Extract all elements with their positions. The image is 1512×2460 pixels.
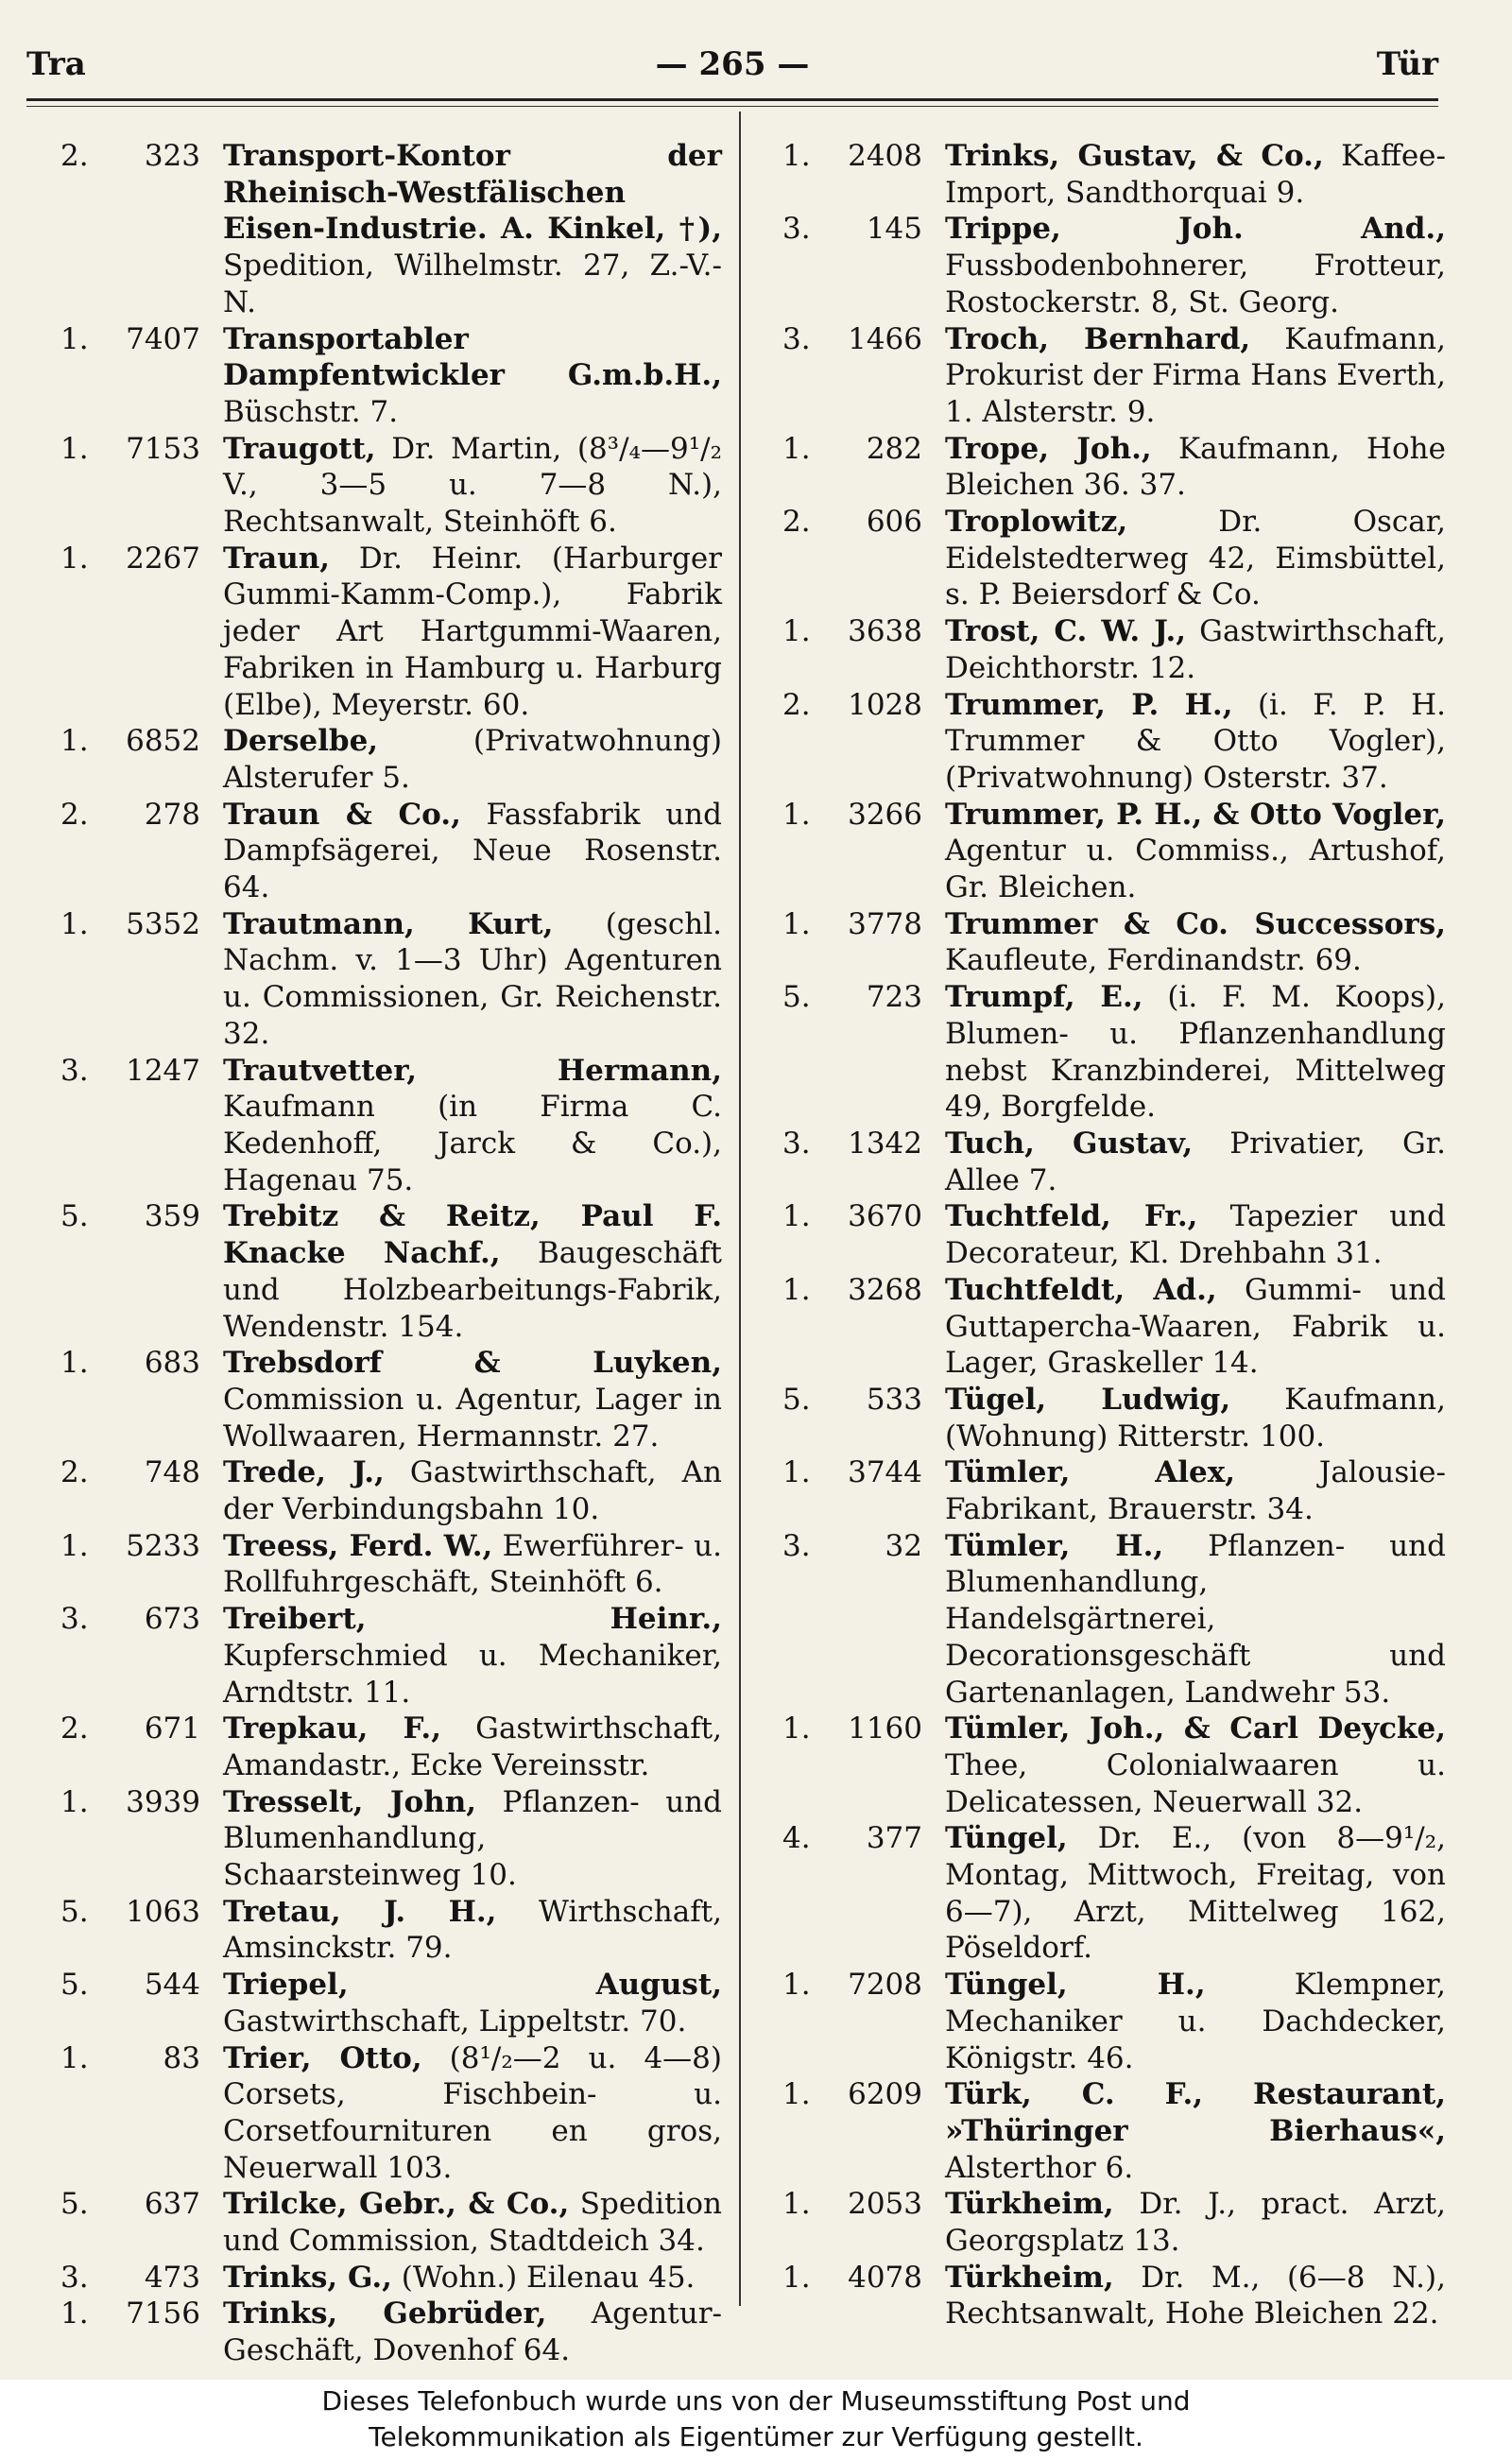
directory-entry bbox=[782, 1820, 1446, 1967]
phone-number: 1063 bbox=[126, 1894, 200, 1929]
entry-name: Trautmann, Kurt, bbox=[223, 906, 554, 941]
phone-number: 7208 bbox=[848, 1968, 922, 2003]
entry-name: Derselbe, bbox=[223, 724, 379, 759]
exchange-code: 2. bbox=[60, 139, 89, 173]
directory-entry bbox=[60, 723, 722, 796]
directory-entry bbox=[60, 1601, 722, 1711]
entry-text bbox=[945, 1967, 1446, 2076]
entry-details: Dr. Oscar, Eidelstedterweg 42, Eimsbüttel, s. P. Beiersdorf & Co. bbox=[945, 505, 1446, 612]
entry-details: (geschl. Nachm. v. 1—3 Uhr) Agenturen u. Commissionen, Gr. Reichenstr. 32. bbox=[223, 906, 722, 1051]
directory-entry bbox=[60, 138, 722, 321]
entry-text bbox=[223, 2260, 722, 2297]
entry-name: Tümler, H., bbox=[945, 1528, 1164, 1563]
exchange-code: 1. bbox=[60, 2297, 89, 2331]
entry-text bbox=[945, 504, 1446, 613]
phone-number: 673 bbox=[144, 1602, 200, 1637]
entry-text bbox=[945, 2076, 1446, 2186]
exchange-code: 1. bbox=[60, 1528, 89, 1563]
exchange-code: 1. bbox=[782, 431, 811, 466]
entry-details: Fussbodenbohnerer, Frotteur, Rostockerstr. 8, St. Georg. bbox=[945, 249, 1446, 319]
footer-line-2: Telekommunikation als Eigentümer zur Verfügung gestellt. bbox=[369, 2421, 1143, 2452]
entry-text bbox=[223, 2040, 722, 2187]
entry-name: Traun & Co., bbox=[223, 797, 461, 832]
entry-text bbox=[223, 1528, 722, 1601]
directory-entry bbox=[782, 2076, 1446, 2186]
entry-name: Türkheim, bbox=[945, 2260, 1114, 2295]
entry-text bbox=[223, 321, 722, 431]
phone-number: 533 bbox=[866, 1382, 922, 1417]
phone-number: 145 bbox=[866, 212, 922, 247]
phone-number: 278 bbox=[144, 797, 200, 832]
exchange-code: 1. bbox=[60, 321, 89, 356]
directory-entry bbox=[782, 1198, 1446, 1271]
entry-name: Trilcke, Gebr., & Co., bbox=[223, 2187, 570, 2222]
exchange-code: 3. bbox=[60, 1053, 89, 1088]
exchange-code: 2. bbox=[782, 687, 811, 722]
exchange-code: 1. bbox=[60, 724, 89, 759]
entry-details: (8¹/₂—2 u. 4—8) Corsets, Fischbein- u. Corsetfournituren en gros, Neuerwall 103. bbox=[223, 2040, 722, 2185]
exchange-code: 1. bbox=[60, 541, 89, 576]
entry-name: Triepel, August, bbox=[223, 1968, 722, 2003]
phone-number: 32 bbox=[885, 1528, 922, 1563]
directory-entry bbox=[782, 431, 1446, 504]
entry-details: Spedition und Commission, Stadtdeich 34. bbox=[223, 2187, 722, 2259]
entry-name: Trost, C. W. J., bbox=[945, 614, 1187, 649]
entry-text bbox=[945, 1528, 1446, 1712]
phone-number: 323 bbox=[144, 139, 200, 173]
exchange-code: 5. bbox=[782, 980, 811, 1015]
entry-name: Trede, J., bbox=[223, 1455, 385, 1490]
entry-text bbox=[223, 797, 722, 906]
entry-name: Troplowitz, bbox=[945, 505, 1128, 540]
entry-details: Kupferschmied u. Mechaniker, Arndtstr. 11. bbox=[223, 1638, 722, 1710]
entry-name: Türkheim, bbox=[945, 2187, 1114, 2222]
exchange-code: 1. bbox=[782, 1455, 811, 1490]
entry-name: Transport-Kontor der Rheinisch-Westfälischen Eisen-Industrie. A. Kinkel, †), bbox=[223, 139, 722, 247]
entry-name: Traun, bbox=[223, 541, 331, 576]
entry-text bbox=[945, 1454, 1446, 1527]
exchange-code: 1. bbox=[782, 1272, 811, 1307]
entry-text bbox=[945, 431, 1446, 504]
entry-text bbox=[223, 138, 722, 321]
entry-name: Tügel, Ludwig, bbox=[945, 1382, 1231, 1417]
header-rule-thick bbox=[26, 98, 1438, 101]
entry-details: Ewerführer- u. Rollfuhrgeschäft, Steinhöft 6. bbox=[223, 1528, 722, 1600]
entry-name: Trummer, P. H., & Otto Vogler, bbox=[945, 797, 1446, 832]
entry-text bbox=[223, 2186, 722, 2259]
directory-entry bbox=[60, 1345, 722, 1454]
phone-number: 6852 bbox=[126, 724, 200, 759]
directory-entry bbox=[782, 797, 1446, 906]
exchange-code: 1. bbox=[60, 431, 89, 466]
phone-number: 1160 bbox=[848, 1712, 922, 1746]
entry-text bbox=[945, 797, 1446, 906]
phone-number: 748 bbox=[144, 1455, 200, 1490]
entry-details: Privatier, Gr. Allee 7. bbox=[945, 1126, 1446, 1197]
phone-number: 7153 bbox=[126, 431, 200, 466]
entry-details: Gummi- und Guttapercha-Waaren, Fabrik u. Lager, Graskeller 14. bbox=[945, 1272, 1446, 1381]
entry-details: Dr. Heinr. (Harburger Gummi-Kamm-Comp.), Fabrik jeder Art Hartgummi-Waaren, Fabriken in Hamburg u. Harburg (Elbe), Meyerstr. 60. bbox=[223, 541, 722, 722]
entry-name: Treess, Ferd. W., bbox=[223, 1528, 493, 1563]
exchange-code: 1. bbox=[60, 906, 89, 941]
phone-number: 377 bbox=[866, 1821, 922, 1856]
exchange-code: 5. bbox=[60, 1199, 89, 1234]
directory-entry bbox=[60, 321, 722, 431]
exchange-code: 2. bbox=[60, 797, 89, 832]
entry-details: Gastwirthschaft, An der Verbindungsbahn 10. bbox=[223, 1455, 722, 1527]
directory-entry bbox=[60, 2260, 722, 2297]
entry-text bbox=[945, 613, 1446, 686]
exchange-code: 5. bbox=[60, 1894, 89, 1929]
entry-text bbox=[223, 1711, 722, 1783]
entry-text bbox=[223, 1053, 722, 1199]
entry-details: Büschstr. 7. bbox=[223, 394, 399, 429]
entry-text bbox=[223, 1198, 722, 1345]
entry-name: Tuch, Gustav, bbox=[945, 1126, 1194, 1161]
directory-entry bbox=[782, 1272, 1446, 1382]
directory-entry bbox=[60, 1198, 722, 1345]
footer-line-1: Dieses Telefonbuch wurde uns von der Museumsstiftung Post und bbox=[321, 2385, 1191, 2417]
entry-text bbox=[945, 979, 1446, 1126]
entry-name: Tuchtfeld, Fr., bbox=[945, 1199, 1198, 1234]
entry-name: Tresselt, John, bbox=[223, 1784, 477, 1819]
entry-name: Trinks, G., bbox=[223, 2260, 392, 2295]
phone-number: 7407 bbox=[126, 321, 200, 356]
directory-entry bbox=[782, 2186, 1446, 2259]
phone-number: 5352 bbox=[126, 906, 200, 941]
entry-details: (Wohn.) Eilenau 45. bbox=[391, 2260, 696, 2295]
phone-number: 1247 bbox=[126, 1053, 200, 1088]
entry-name: Trinks, Gebrüder, bbox=[223, 2297, 547, 2331]
directory-entry bbox=[782, 979, 1446, 1126]
exchange-code: 3. bbox=[782, 212, 811, 247]
entry-details: Kaffee-Import, Sandthorquai 9. bbox=[945, 139, 1447, 210]
column-divider bbox=[739, 112, 741, 2306]
entry-details: Thee, Colonialwaaren u. Delicatessen, Neuerwall 32. bbox=[945, 1747, 1446, 1819]
directory-entry bbox=[60, 1711, 722, 1783]
entry-name: Trebsdorf & Luyken, bbox=[223, 1346, 722, 1381]
header-left-keyword: Tra bbox=[26, 45, 86, 83]
exchange-code: 2. bbox=[782, 505, 811, 540]
directory-entry bbox=[60, 1967, 722, 2039]
entry-text bbox=[223, 2296, 722, 2368]
page-number: — 265 — bbox=[655, 45, 810, 83]
exchange-code: 1. bbox=[782, 1712, 811, 1746]
exchange-code: 5. bbox=[782, 1382, 811, 1417]
entry-name: Trinks, Gustav, & Co., bbox=[945, 139, 1324, 173]
exchange-code: 1. bbox=[782, 2077, 811, 2112]
entry-name: Trepkau, F., bbox=[223, 1712, 442, 1746]
entry-name: Trumpf, E., bbox=[945, 980, 1143, 1015]
entry-name: Trope, Joh., bbox=[945, 431, 1152, 466]
entry-details: Dr. M., (6—8 N.), Rechtsanwalt, Hohe Bleichen 22. bbox=[945, 2260, 1446, 2331]
entry-details: Wirthschaft, Amsinckstr. 79. bbox=[223, 1894, 722, 1966]
exchange-code: 1. bbox=[782, 1968, 811, 2003]
phone-number: 3744 bbox=[848, 1455, 922, 1490]
entry-text bbox=[945, 1382, 1446, 1454]
entry-name: Tümler, Alex, bbox=[945, 1455, 1236, 1490]
entry-details: Kaufmann, Prokurist der Firma Hans Everth, 1. Alsterstr. 9. bbox=[945, 321, 1446, 429]
footer-notice bbox=[0, 2380, 1512, 2460]
entry-details: Baugeschäft und Holzbearbeitungs-Fabrik, Wendenstr. 154. bbox=[223, 1236, 723, 1344]
exchange-code: 1. bbox=[782, 797, 811, 832]
entry-name: Tretau, J. H., bbox=[223, 1894, 497, 1929]
entry-details: Spedition, Wilhelmstr. 27, Z.-V.-N. bbox=[223, 249, 722, 319]
directory-entry bbox=[782, 504, 1446, 613]
entry-details: Pflanzen- und Blumenhandlung, Handelsgärtnerei, Decorationsgeschäft und Gartenanlagen, Landwehr 53. bbox=[945, 1528, 1446, 1710]
entry-details: Kaufmann, (Wohnung) Ritterstr. 100. bbox=[945, 1382, 1446, 1454]
entry-details: Dr. E., (von 8—9¹/₂, Montag, Mittwoch, Freitag, von 6—7), Arzt, Mittelweg 162, Pöseldorf. bbox=[945, 1821, 1446, 1966]
exchange-code: 1. bbox=[782, 2187, 811, 2222]
entry-name: Trebitz & Reitz, Paul F. Knacke Nachf., bbox=[223, 1199, 722, 1271]
entry-text bbox=[945, 1126, 1446, 1198]
entry-details: Klempner, Mechaniker u. Dachdecker, Königstr. 46. bbox=[945, 1968, 1447, 2075]
directory-entry bbox=[782, 687, 1446, 797]
entry-text bbox=[945, 1820, 1446, 1967]
exchange-code: 1. bbox=[782, 139, 811, 173]
entry-details: Kaufleute, Ferdinandstr. 69. bbox=[945, 943, 1362, 978]
entry-text bbox=[223, 1967, 722, 2039]
directory-entry bbox=[60, 1784, 722, 1894]
phone-number: 5233 bbox=[126, 1528, 200, 1563]
entry-text bbox=[223, 1784, 722, 1894]
entry-details: Kaufmann (in Firma C. Kedenhoff, Jarck & Co.), Hagenau 75. bbox=[223, 1090, 722, 1197]
entry-details: Jalousie-Fabrikant, Brauerstr. 34. bbox=[945, 1455, 1446, 1527]
directory-entry bbox=[60, 797, 722, 906]
exchange-code: 5. bbox=[60, 2187, 89, 2222]
directory-entry bbox=[782, 1528, 1446, 1712]
entry-name: Tüngel, H., bbox=[945, 1968, 1206, 2003]
directory-entry bbox=[60, 1894, 722, 1967]
entry-details: (Privatwohnung) Alsterufer 5. bbox=[223, 724, 722, 795]
phone-number: 637 bbox=[144, 2187, 200, 2222]
entry-details: Gastwirthschaft, Amandastr., Ecke Vereinsstr. bbox=[223, 1712, 722, 1782]
entry-name: Tuchtfeldt, Ad., bbox=[945, 1272, 1217, 1307]
phone-number: 2408 bbox=[848, 139, 922, 173]
entry-name: Treibert, Heinr., bbox=[223, 1602, 722, 1637]
phone-number: 7156 bbox=[126, 2297, 200, 2331]
entry-text bbox=[223, 906, 722, 1053]
phone-number: 2053 bbox=[848, 2187, 922, 2222]
phone-number: 4078 bbox=[848, 2260, 922, 2295]
entry-details: Pflanzen- und Blumenhandlung, Schaarsteinweg 10. bbox=[223, 1784, 722, 1893]
directory-entry bbox=[782, 211, 1446, 320]
directory-entry bbox=[782, 1382, 1446, 1454]
directory-entry bbox=[782, 1126, 1446, 1198]
exchange-code: 1. bbox=[782, 614, 811, 649]
phone-number: 2267 bbox=[126, 541, 200, 576]
phone-number: 544 bbox=[144, 1968, 200, 2003]
exchange-code: 1. bbox=[782, 2260, 811, 2295]
entry-text bbox=[945, 2260, 1446, 2332]
directory-entry bbox=[782, 138, 1446, 211]
entry-text bbox=[223, 723, 722, 796]
exchange-code: 1. bbox=[60, 2040, 89, 2075]
directory-entry bbox=[60, 1528, 722, 1601]
entry-text bbox=[945, 321, 1446, 431]
entry-name: Trummer, P. H., bbox=[945, 687, 1233, 722]
entry-name: Trummer & Co. Successors, bbox=[945, 906, 1446, 941]
directory-entry bbox=[60, 2186, 722, 2259]
exchange-code: 3. bbox=[60, 1602, 89, 1637]
page-header bbox=[26, 45, 1438, 91]
entry-details: Commission u. Agentur, Lager in Wollwaaren, Hermannstr. 27. bbox=[223, 1382, 722, 1454]
directory-entry bbox=[60, 431, 722, 541]
entry-name: Türk, C. F., Restaurant, »Thüringer Bierhaus«, bbox=[945, 2077, 1446, 2148]
directory-entry bbox=[782, 613, 1446, 686]
directory-entry bbox=[60, 2040, 722, 2187]
exchange-code: 1. bbox=[60, 1784, 89, 1819]
entry-details: Tapezier und Decorateur, Kl. Drehbahn 31. bbox=[945, 1199, 1446, 1271]
entry-details: Agentur-Geschäft, Dovenhof 64. bbox=[223, 2297, 722, 2368]
entry-details: Alsterthor 6. bbox=[945, 2150, 1134, 2185]
entry-details: Gastwirthschaft, Lippeltstr. 70. bbox=[223, 2004, 687, 2039]
directory-entry bbox=[782, 321, 1446, 431]
entry-details: Dr. J., pract. Arzt, Georgsplatz 13. bbox=[945, 2187, 1446, 2259]
directory-entry bbox=[60, 2296, 722, 2368]
exchange-code: 1. bbox=[782, 1199, 811, 1234]
phone-number: 671 bbox=[144, 1712, 200, 1746]
exchange-code: 3. bbox=[782, 1126, 811, 1161]
entry-details: Dr. Martin, (8³/₄—9¹/₂ V., 3—5 u. 7—8 N.), Rechtsanwalt, Steinhöft 6. bbox=[223, 431, 722, 540]
directory-entry bbox=[782, 1711, 1446, 1820]
exchange-code: 4. bbox=[782, 1821, 811, 1856]
phone-number: 282 bbox=[866, 431, 922, 466]
entry-text bbox=[945, 2186, 1446, 2259]
directory-entry bbox=[60, 541, 722, 724]
left-column bbox=[60, 138, 722, 2369]
phone-number: 1342 bbox=[848, 1126, 922, 1161]
entry-text bbox=[945, 138, 1446, 211]
entry-text bbox=[945, 211, 1446, 320]
phone-number: 3670 bbox=[848, 1199, 922, 1234]
entry-text bbox=[223, 431, 722, 541]
phone-number: 1466 bbox=[848, 321, 922, 356]
exchange-code: 3. bbox=[782, 321, 811, 356]
entry-name: Tüngel, bbox=[945, 1821, 1068, 1856]
directory-entry bbox=[782, 906, 1446, 979]
directory-entry bbox=[782, 1454, 1446, 1527]
entry-text bbox=[945, 1711, 1446, 1820]
directory-entry bbox=[60, 1053, 722, 1199]
entry-text bbox=[223, 1345, 722, 1454]
directory-entry bbox=[782, 1967, 1446, 2076]
entry-name: Tümler, Joh., & Carl Deycke, bbox=[945, 1712, 1446, 1746]
exchange-code: 3. bbox=[782, 1528, 811, 1563]
phone-number: 683 bbox=[144, 1346, 200, 1381]
entry-details: (i. F. P. H. Trummer & Otto Vogler), (Privatwohnung) Osterstr. 37. bbox=[945, 687, 1446, 795]
exchange-code: 2. bbox=[60, 1455, 89, 1490]
entry-name: Troch, Bernhard, bbox=[945, 321, 1251, 356]
exchange-code: 1. bbox=[782, 906, 811, 941]
entry-name: Transportabler Dampfentwickler G.m.b.H., bbox=[223, 321, 722, 393]
entry-details: Agentur u. Commiss., Artushof, Gr. Bleichen. bbox=[945, 834, 1446, 905]
exchange-code: 1. bbox=[60, 1346, 89, 1381]
phone-number: 3266 bbox=[848, 797, 922, 832]
header-rule-thin bbox=[26, 106, 1438, 107]
directory-entry bbox=[60, 1454, 722, 1527]
entry-text bbox=[223, 1601, 722, 1711]
entry-name: Trautvetter, Hermann, bbox=[223, 1053, 722, 1088]
entry-text bbox=[223, 1454, 722, 1527]
entry-text bbox=[945, 906, 1446, 979]
header-right-keyword: Tür bbox=[1376, 45, 1438, 83]
entry-details: (i. F. M. Koops), Blumen- u. Pflanzenhandlung nebst Kranzbinderei, Mittelweg 49, Borgfelde. bbox=[945, 980, 1446, 1125]
entry-name: Trier, Otto, bbox=[223, 2040, 422, 2075]
phone-number: 606 bbox=[866, 505, 922, 540]
directory-entry bbox=[782, 2260, 1446, 2332]
phone-number: 3778 bbox=[848, 906, 922, 941]
entry-text bbox=[223, 1894, 722, 1967]
entry-details: Fassfabrik und Dampfsägerei, Neue Rosenstr. 64. bbox=[223, 797, 722, 905]
entry-name: Trippe, Joh. And., bbox=[945, 212, 1446, 247]
phone-number: 1028 bbox=[848, 687, 922, 722]
right-column bbox=[782, 138, 1446, 2332]
entry-text bbox=[945, 687, 1446, 797]
exchange-code: 2. bbox=[60, 1712, 89, 1746]
directory-entry bbox=[60, 906, 722, 1053]
phone-number: 3268 bbox=[848, 1272, 922, 1307]
phone-number: 723 bbox=[866, 980, 922, 1015]
phone-number: 359 bbox=[144, 1199, 200, 1234]
phone-number: 3638 bbox=[848, 614, 922, 649]
exchange-code: 3. bbox=[60, 2260, 89, 2295]
entry-text bbox=[945, 1198, 1446, 1271]
phone-number: 473 bbox=[144, 2260, 200, 2295]
entry-text bbox=[945, 1272, 1446, 1382]
phone-number: 6209 bbox=[848, 2077, 922, 2112]
entry-text bbox=[223, 541, 722, 724]
entry-details: Kaufmann, Hohe Bleichen 36. 37. bbox=[945, 431, 1446, 503]
entry-name: Traugott, bbox=[223, 431, 376, 466]
exchange-code: 5. bbox=[60, 1968, 89, 2003]
entry-details: Gastwirthschaft, Deichthorstr. 12. bbox=[945, 614, 1446, 685]
phone-number: 83 bbox=[163, 2040, 200, 2075]
phone-number: 3939 bbox=[126, 1784, 200, 1819]
